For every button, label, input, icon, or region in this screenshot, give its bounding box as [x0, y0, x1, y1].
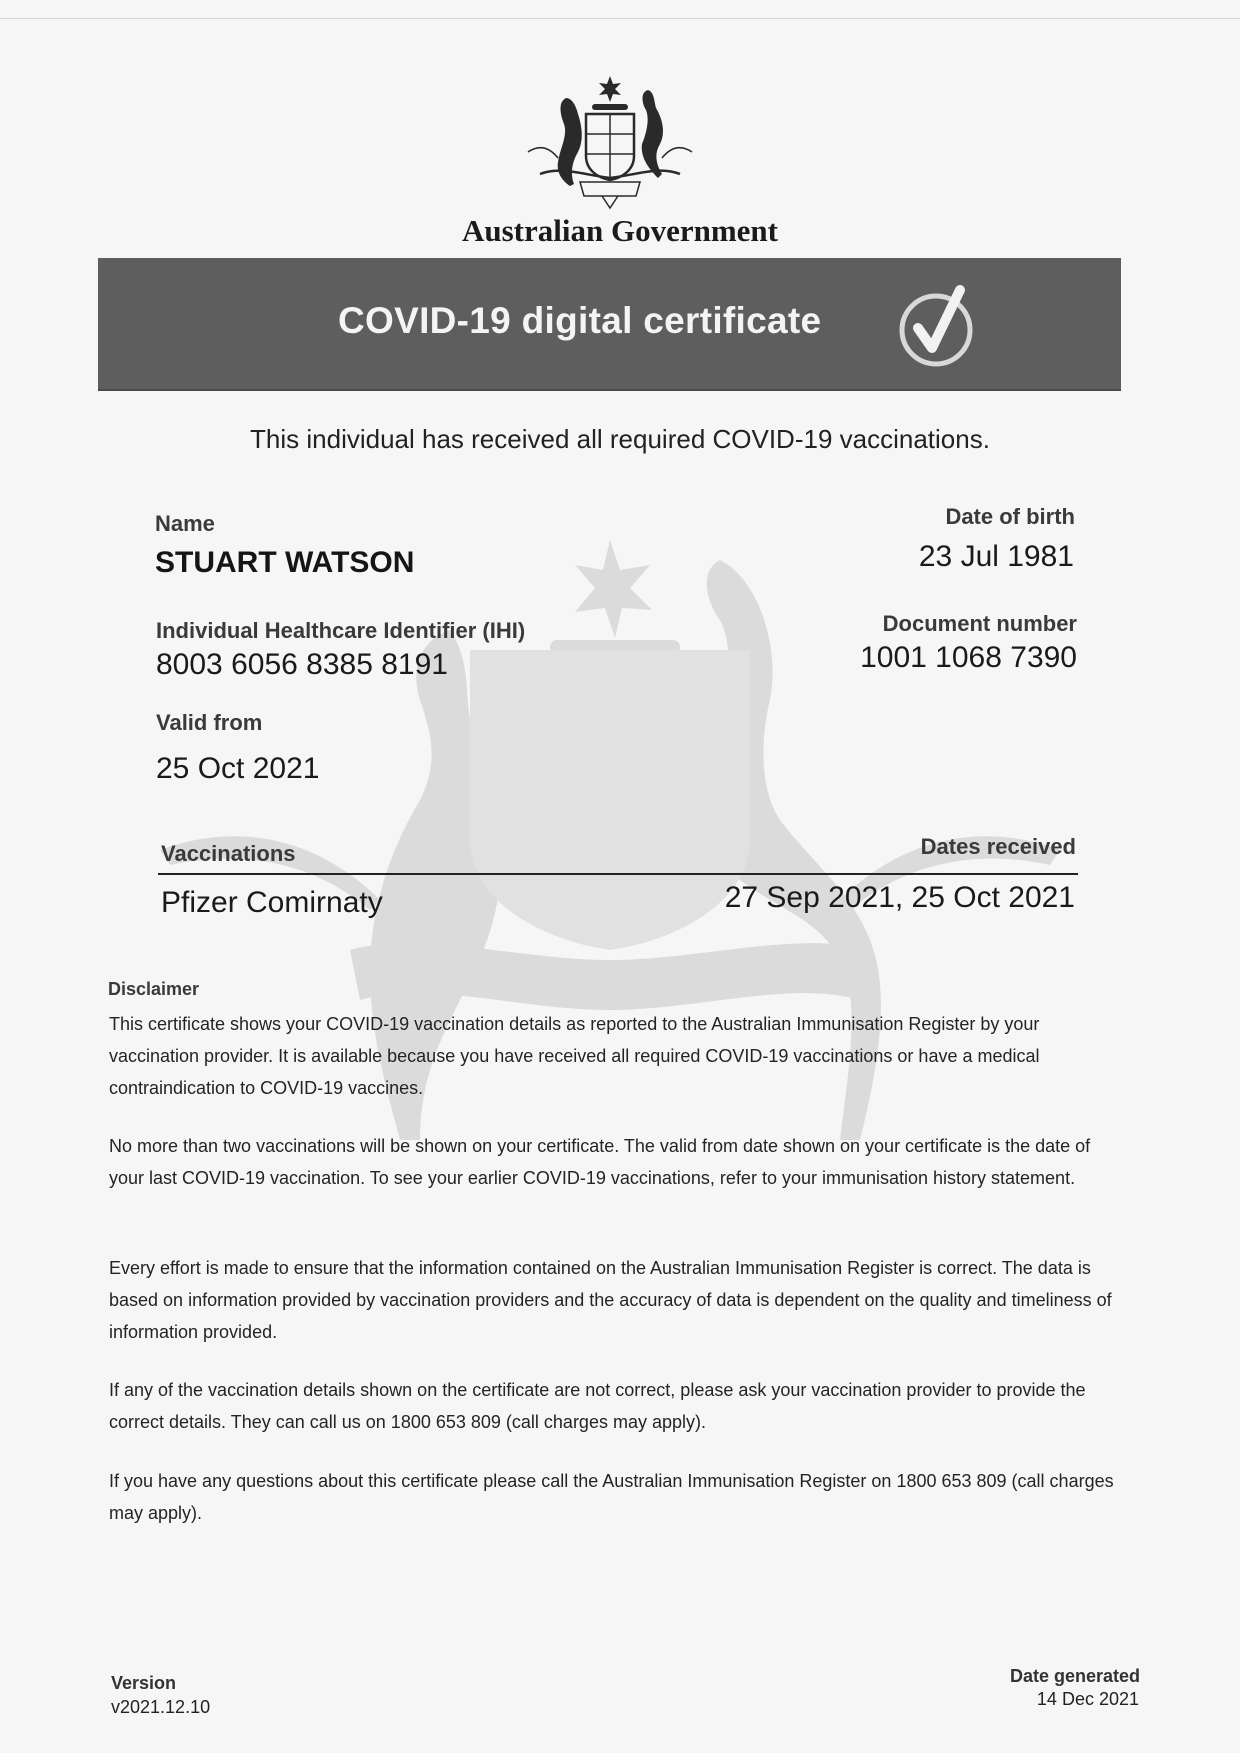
- dates-received-label: Dates received: [920, 834, 1076, 859]
- date-generated-value: 14 Dec 2021: [1036, 1689, 1139, 1709]
- disclaimer-paragraph: Every effort is made to ensure that the information contained on the Australian Immunisation Register is correct. The data is based on information provided by vaccination providers and the accuracy of data is dependent on the quality and timeliness of information provided.: [109, 1258, 1112, 1342]
- banner-title: COVID-19 digital certificate: [338, 300, 822, 341]
- date-generated-label: Date generated: [1009, 1666, 1140, 1686]
- valid-from-value: 25 Oct 2021: [156, 752, 320, 785]
- dob-value: 23 Jul 1981: [918, 540, 1074, 573]
- name-value: STUART WATSON: [155, 546, 415, 579]
- disclaimer-paragraph: If you have any questions about this certificate please call the Australian Immunisation Register on 1800 653 809 (call charges may apply).: [109, 1471, 1114, 1523]
- certificate-banner: [98, 258, 1121, 391]
- ihi-value: 8003 6056 8385 8191: [156, 648, 448, 681]
- vaccination-dates: 27 Sep 2021, 25 Oct 2021: [724, 881, 1075, 914]
- vaccine-name: Pfizer Comirnaty: [161, 886, 383, 919]
- organisation-title: Australian Government: [461, 213, 778, 248]
- vaccinations-label: Vaccinations: [161, 841, 296, 866]
- document-number-label: Document number: [882, 611, 1077, 636]
- disclaimer-paragraph: If any of the vaccination details shown on the certificate are not correct, please ask your vaccination provider to provide the correct details. They can call us on 1800 653 809 (call charges may apply).: [109, 1380, 1086, 1432]
- ihi-label: Individual Healthcare Identifier (IHI): [156, 618, 526, 643]
- scan-edge-line: [0, 18, 1240, 19]
- vaccination-status-text: This individual has received all required COVID-19 vaccinations.: [250, 424, 990, 454]
- version-value: v2021.12.10: [111, 1697, 211, 1717]
- vaccinations-divider: [158, 873, 1078, 875]
- valid-from-label: Valid from: [156, 710, 263, 735]
- version-label: Version: [111, 1673, 177, 1693]
- name-label: Name: [155, 511, 215, 536]
- disclaimer-paragraph: No more than two vaccinations will be shown on your certificate. The valid from date shown on your certificate is the date of your last COVID-19 vaccination. To see your earlier COVID-19 vaccinations, refer to your immunisation history statement.: [109, 1136, 1091, 1188]
- coat-of-arms-icon: [520, 74, 700, 210]
- document-number-value: 1001 1068 7390: [860, 641, 1077, 674]
- disclaimer-paragraph: This certificate shows your COVID-19 vaccination details as reported to the Australian Immunisation Register by your vaccination provider. It is available because you have received all required COVID-19 vaccinations or have a medical contraindication to COVID-19 vaccines.: [109, 1014, 1040, 1098]
- dob-label: Date of birth: [945, 504, 1075, 529]
- checkmark-circle-icon: [896, 278, 980, 370]
- disclaimer-title: Disclaimer: [108, 979, 200, 999]
